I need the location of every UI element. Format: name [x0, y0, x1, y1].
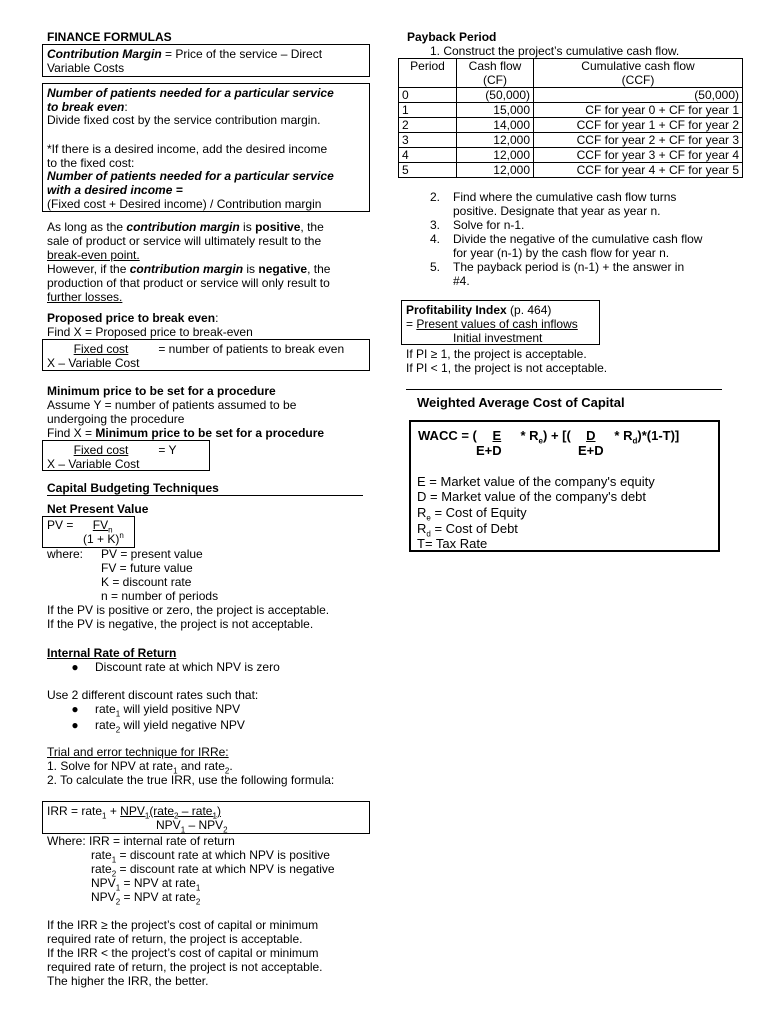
cell: 1	[399, 103, 457, 118]
t: +	[106, 804, 121, 818]
npv-where-3: K = discount rate	[101, 575, 192, 589]
proposed-price-denominator: X – Variable Cost	[47, 356, 140, 370]
t: 1	[195, 883, 201, 893]
payback-step-2b: positive. Designate that year as year n.	[453, 204, 661, 218]
t: (1 + K)	[83, 532, 120, 546]
t: – NPV	[185, 818, 224, 832]
wacc-formula	[418, 428, 679, 444]
col-ccf: (CCF)	[534, 73, 743, 88]
proposed-price-heading	[47, 311, 218, 325]
t: 1	[173, 766, 178, 776]
bullet-icon: ●	[71, 702, 79, 716]
npv-rule-1: If the PV is positive or zero, the project is acceptable.	[47, 603, 330, 617]
minimum-price-line3	[47, 426, 324, 440]
payback-step-4a: Divide the negative of the cumulative cash flow	[453, 232, 703, 246]
contribution-margin-line1	[47, 47, 322, 61]
t: =	[406, 317, 417, 331]
proposed-price-find: Find X = Proposed price to break-even	[47, 325, 253, 339]
break-even-heading2	[47, 100, 128, 114]
cell: CCF for year 3 + CF for year 4	[534, 148, 743, 163]
t: rate	[95, 702, 116, 716]
t: * R	[516, 428, 539, 443]
cell: 0	[399, 88, 457, 103]
wacc-def-equity: E = Market value of the company's equity	[417, 474, 655, 489]
t: is	[239, 220, 256, 234]
npv-heading: Net Present Value	[47, 502, 149, 516]
cell: 12,000	[457, 133, 534, 148]
bullet-icon: ●	[71, 718, 79, 732]
irr-where-2	[91, 862, 335, 879]
table-row	[399, 133, 743, 148]
t: 2	[115, 725, 121, 735]
break-even-text1: Divide fixed cost by the service contribution margin.	[47, 113, 321, 127]
table-row	[399, 163, 743, 178]
t: rate	[95, 718, 116, 732]
t: ) + [(	[543, 428, 571, 443]
col-cf: (CF)	[457, 73, 534, 88]
t: )*(1-T)]	[637, 428, 680, 443]
payback-step-2-num: 2.	[430, 190, 441, 204]
break-even-heading4: with a desired income =	[47, 183, 183, 197]
t: 1	[212, 811, 217, 821]
t: 2	[224, 766, 230, 776]
t: contribution margin	[129, 262, 244, 276]
irr-step-1	[47, 759, 233, 776]
wacc-denominator-1: E+D	[476, 443, 502, 458]
t: :	[215, 311, 219, 325]
cell: 14,000	[457, 118, 534, 133]
cell: CCF for year 2 + CF for year 3	[534, 133, 743, 148]
t: NPV	[91, 876, 116, 890]
payback-step-3-num: 3.	[430, 218, 441, 232]
t: R	[417, 521, 427, 536]
t: However, if the	[47, 262, 130, 276]
t: 1	[102, 811, 107, 821]
payback-step-2a: Find where the cumulative cash flow turns	[453, 190, 677, 204]
irr-conclusion-3: If the IRR < the project’s cost of capital or minimum	[47, 946, 319, 960]
irr-trial-error: Trial and error technique for IRRe:	[47, 745, 229, 759]
payback-step-1: 1. Construct the project’s cumulative cash flow.	[430, 44, 680, 58]
payback-step-5a: The payback period is (n-1) + the answer in	[453, 260, 685, 274]
t: 2	[223, 825, 228, 835]
t: 2	[195, 897, 201, 907]
t: D	[586, 428, 596, 443]
t: = NPV at rate	[123, 890, 196, 904]
t: NPV	[120, 804, 145, 818]
table-row	[399, 118, 743, 133]
table-row	[399, 103, 743, 118]
t: NPV	[91, 890, 116, 904]
t: and rate	[177, 759, 225, 773]
wacc-heading: Weighted Average Cost of Capital	[417, 395, 625, 410]
t: = discount rate at which NPV is positive	[119, 848, 330, 862]
irr-where-3	[91, 876, 201, 893]
irr-bullet-1	[55, 660, 280, 674]
break-even-text3: to the fixed cost:	[47, 156, 135, 170]
t: Profitability Index	[406, 303, 507, 317]
t: NPV	[156, 818, 181, 832]
cm-def: = Price of the service – Direct	[161, 47, 323, 61]
irr-where-0: Where: IRR = internal rate of return	[47, 834, 235, 848]
minimum-price-formula	[47, 443, 176, 457]
t: positive	[255, 220, 301, 234]
table-row	[399, 148, 743, 163]
t: will yield negative NPV	[120, 718, 245, 732]
t: FV	[92, 518, 109, 532]
t: , the	[300, 220, 324, 234]
irr-heading: Internal Rate of Return	[47, 646, 177, 660]
payback-step-4-num: 4.	[430, 232, 441, 246]
t: .	[229, 759, 233, 773]
t: )	[216, 804, 221, 818]
npv-where: where:	[47, 547, 84, 561]
irr-conclusion-2: required rate of return, the project is acceptable.	[47, 932, 303, 946]
be-colon: :	[124, 100, 128, 114]
cell: CCF for year 1 + CF for year 2	[534, 118, 743, 133]
profitability-index-denominator: Initial investment	[453, 331, 543, 345]
irr-bullet-3	[55, 718, 245, 735]
contribution-margin-line2: Variable Costs	[47, 61, 125, 75]
t: Discount rate at which NPV is zero	[95, 660, 280, 674]
t: E	[492, 428, 502, 443]
cell: 5	[399, 163, 457, 178]
t: Fixed cost	[73, 342, 129, 356]
t: (rate	[149, 804, 174, 818]
t: n	[119, 531, 124, 540]
proposed-price-formula	[47, 342, 344, 356]
payback-step-5-num: 5.	[430, 260, 441, 274]
t: 1	[115, 883, 121, 893]
cm-paragraph-line3: break-even point.	[47, 248, 140, 262]
table-row	[399, 88, 743, 103]
t: WACC = (	[418, 428, 477, 443]
payback-step-3: Solve for n-1.	[453, 218, 525, 232]
t: 1	[111, 855, 117, 865]
wacc-def-debt: D = Market value of the company's debt	[417, 489, 647, 504]
irr-formula	[47, 804, 221, 821]
wacc-def-re	[417, 505, 527, 521]
cell: 15,000	[457, 103, 534, 118]
t: IRR = rate	[47, 804, 103, 818]
cell: CCF for year 4 + CF for year 5	[534, 163, 743, 178]
t: 1	[180, 825, 186, 835]
t: Proposed price to break even	[47, 311, 216, 325]
t: , the	[307, 262, 331, 276]
break-even-text4: (Fixed cost + Desired income) / Contribution margin	[47, 197, 322, 211]
capital-budgeting-heading: Capital Budgeting Techniques	[47, 481, 219, 495]
t: rate	[91, 862, 112, 876]
cell: 3	[399, 133, 457, 148]
t: n	[108, 525, 113, 535]
t: Fixed cost	[73, 443, 129, 457]
t: will yield positive NPV	[120, 702, 241, 716]
t: e	[426, 513, 431, 523]
minimum-price-line2: undergoing the procedure	[47, 412, 185, 426]
cm-paragraph-line6: further losses.	[47, 290, 123, 304]
cell: (50,000)	[534, 88, 743, 103]
cell: CF for year 0 + CF for year 1	[534, 103, 743, 118]
t: 1	[115, 709, 121, 719]
irr-where-1	[91, 848, 330, 865]
npv-where-4: n = number of periods	[101, 589, 219, 603]
profitability-index-rule-1: If PI ≥ 1, the project is acceptable.	[406, 347, 587, 361]
t: is	[243, 262, 259, 276]
irr-conclusion-4: required rate of return, the project is not acceptable.	[47, 960, 323, 974]
capital-budgeting-rule	[47, 495, 363, 496]
npv-where-2: FV = future value	[101, 561, 193, 575]
payback-step-5b: #4.	[453, 274, 470, 288]
t: Present values of cash inflows	[416, 317, 578, 331]
wacc-def-tax: T= Tax Rate	[417, 536, 488, 551]
t: 2	[115, 897, 121, 907]
cm-term: Contribution Margin	[47, 47, 162, 61]
table-header-row	[399, 59, 743, 74]
t: d	[426, 529, 431, 539]
t: 2	[174, 811, 179, 821]
npv-rule-2: If the PV is negative, the project is not acceptable.	[47, 617, 314, 631]
t: * R	[610, 428, 633, 443]
t: = number of patients to break even	[155, 342, 345, 356]
t: negative	[258, 262, 308, 276]
t: contribution margin	[126, 220, 240, 234]
t: R	[417, 505, 427, 520]
irr-formula-denominator	[156, 818, 228, 835]
break-even-heading1: Number of patients needed for a particular service	[47, 86, 334, 100]
profitability-index-heading	[406, 303, 551, 317]
profitability-index-formula	[406, 317, 578, 331]
irr-where-4	[91, 890, 201, 907]
minimum-price-denominator: X – Variable Cost	[47, 457, 140, 471]
cm-paragraph-line4	[47, 262, 330, 276]
cell: (50,000)	[457, 88, 534, 103]
break-even-text2: *If there is a desired income, add the desired income	[47, 142, 328, 156]
cell: 2	[399, 118, 457, 133]
t: e	[538, 436, 543, 446]
page-title: FINANCE FORMULAS	[47, 30, 172, 44]
cell: 12,000	[457, 163, 534, 178]
npv-where-1: PV = present value	[101, 547, 203, 561]
t: 1	[144, 811, 150, 821]
be-h2: to break even	[47, 100, 125, 114]
cell: 4	[399, 148, 457, 163]
t: PV =	[47, 518, 77, 532]
npv-formula	[47, 518, 129, 535]
minimum-price-heading: Minimum price to be set for a procedure	[47, 384, 276, 398]
t: d	[632, 436, 638, 446]
irr-step-2: 2. To calculate the true IRR, use the following formula:	[47, 773, 335, 787]
t: = Cost of Equity	[430, 505, 527, 520]
t: 2	[111, 869, 117, 879]
bullet-icon: ●	[71, 660, 79, 674]
t: = discount rate at which NPV is negative	[119, 862, 335, 876]
irr-conclusion-1: If the IRR ≥ the project’s cost of capital or minimum	[47, 918, 319, 932]
cm-paragraph-line5: production of that product or service will only result to	[47, 276, 330, 290]
cm-paragraph-line1	[47, 220, 324, 234]
t: As long as the	[47, 220, 127, 234]
irr-conclusion-5: The higher the IRR, the better.	[47, 974, 209, 988]
npv-denominator	[83, 532, 124, 546]
t: Find X =	[47, 426, 96, 440]
minimum-price-line1: Assume Y = number of patients assumed to be	[47, 398, 297, 412]
profitability-index-rule-2: If PI < 1, the project is not acceptable.	[406, 361, 608, 375]
cm-paragraph-line2: sale of product or service will ultimately result to the	[47, 234, 322, 248]
t: Minimum price to be set for a procedure	[95, 426, 325, 440]
t: – rate	[178, 804, 213, 818]
t: = Cost of Debt	[430, 521, 518, 536]
break-even-heading3: Number of patients needed for a particular service	[47, 169, 334, 183]
col-cumulative: Cumulative cash flow	[534, 59, 743, 74]
wacc-rule	[406, 389, 722, 390]
irr-bullet-2	[55, 702, 241, 719]
col-period: Period	[399, 59, 457, 88]
wacc-denominator-2: E+D	[578, 443, 604, 458]
cell: 12,000	[457, 148, 534, 163]
t: rate	[91, 848, 112, 862]
t: (p. 464)	[506, 303, 552, 317]
payback-table	[398, 58, 743, 178]
col-cash-flow: Cash flow	[457, 59, 534, 74]
payback-step-4b: for year (n-1) by the cash flow for year n.	[453, 246, 670, 260]
t: 1. Solve for NPV at rate	[47, 759, 174, 773]
irr-use: Use 2 different discount rates such that:	[47, 688, 259, 702]
t: = NPV at rate	[123, 876, 196, 890]
wacc-def-rd	[417, 521, 518, 537]
payback-heading: Payback Period	[407, 30, 497, 44]
t: = Y	[155, 443, 177, 457]
